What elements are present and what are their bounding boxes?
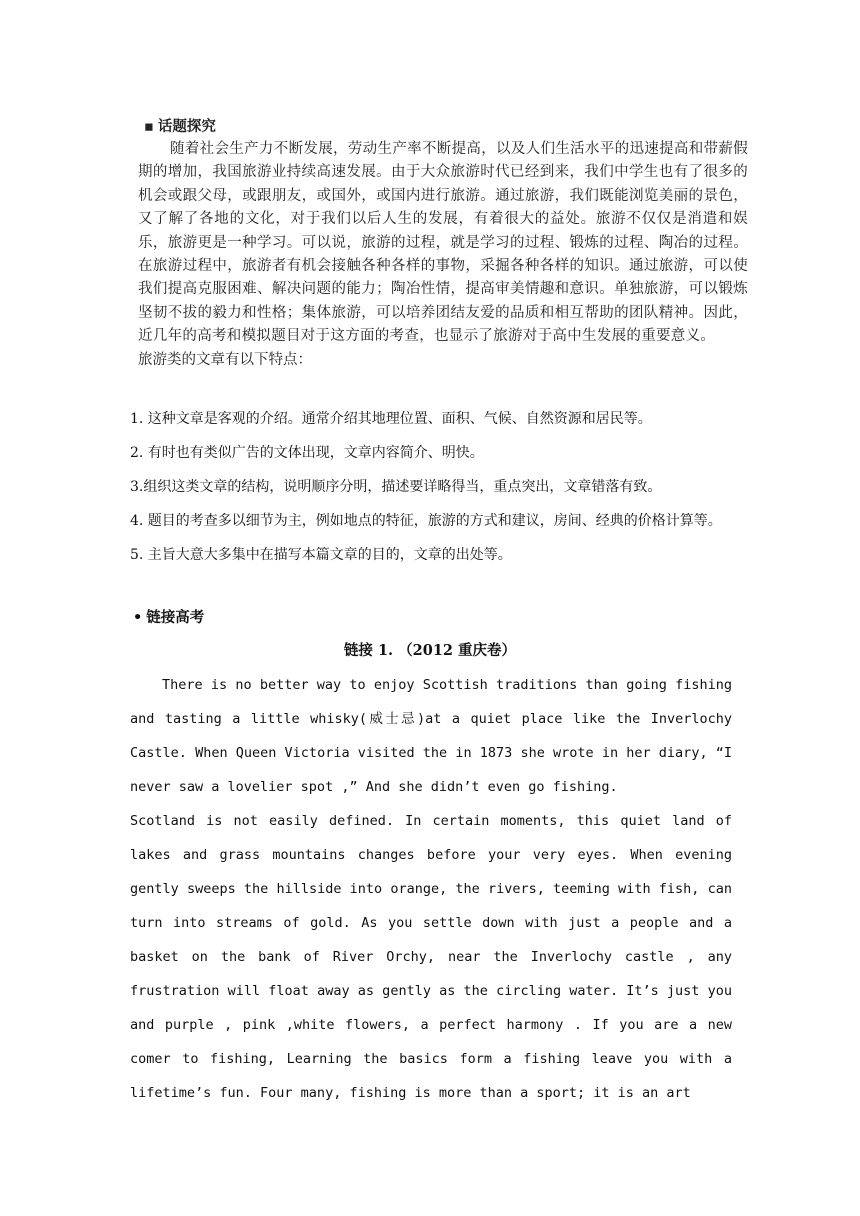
section-heading xyxy=(133,604,204,632)
link-title: 链接 1. （2012 重庆卷） xyxy=(343,642,517,659)
feature-item: 3.组织这类文章的结构，说明顺序分明，描述要详略得当，重点突出，文章错落有致。 xyxy=(130,479,662,495)
feature-item: 5. 主旨大意大多集中在描写本篇文章的目的，文章的出处等。 xyxy=(130,547,512,563)
feature-item: 2. 有时也有类似广告的文体出现，文章内容简介、明快。 xyxy=(130,445,484,461)
topic-intro-block xyxy=(138,116,748,372)
features-intro: 旅游类的文章有以下特点： xyxy=(138,351,312,368)
feature-list xyxy=(130,402,730,572)
topic-paragraph: 随着社会生产力不断发展，劳动生产率不断提高，以及人们生活水平的迅速提高和带薪假期的增加，我国旅游业持续高速发展。由于大众旅游时代已经到来，我们中学生也有了很多的机会或跟父母，或跟朋友，或国外，或国内进行旅游。通过旅游，我们既能浏览美丽的景色，又了解了各地的文化，对于我们以后人生的发展，有着很大的益处。旅游不仅仅是消遣和娱乐，旅游更是一种学习。可以说，旅游的过程，就是学习的过程、锻炼的过程、陶冶的过程。在旅游过程中，旅游者有机会接触各种各样的事物，采掘各种各样的知识。通过旅游，可以使我们提高克服困难、解决问题的能力；陶冶性情，提高审美情趣和意识。单独旅游，可以锻炼坚韧不拔的毅力和性格；集体旅游，可以培养团结友爱的品质和相互帮助的团队精神。因此，近几年的高考和模拟题目对于这方面的考查，也显示了旅游对于高中生发展的重要意义。 xyxy=(138,141,748,345)
feature-item: 1. 这种文章是客观的介绍。通常介绍其地理位置、面积、气候、自然资源和居民等。 xyxy=(130,411,652,427)
section-heading-text: 链接高考 xyxy=(146,610,205,626)
topic-heading-text: 话题探究 xyxy=(157,119,216,135)
passage-paragraph: Scotland is not easily defined. In certain moments, this quiet land of lakes and grass mountains changes before your very eyes. When evening gently sweeps the hillside into orange, the rivers, teeming with fish, can turn into streams of gold. As you settle down with just a people and a basket on the bank of River Orchy, near the Inverlochy castle , any frustration will float away as gently as the circling water. It’s just you and purple , pink ,white flowers, a perfect harmony . If you are a new comer to fishing, Learning the basics form a fishing leave you with a lifetime’s fun. Four many, fishing is more than a sport; it is an art xyxy=(130,813,732,1101)
reading-passage xyxy=(130,668,732,1110)
feature-item: 4. 题目的考查多以细节为主，例如地点的特征，旅游的方式和建议，房间、经典的价格计算等。 xyxy=(130,513,722,529)
bullet-square-icon: ▪ xyxy=(144,119,154,135)
passage-paragraph: There is no better way to enjoy Scottish traditions than going fishing and tasting a little whisky(威士忌)at a quiet place like the Inverlochy Castle. When Queen Victoria visited the in 1873 she wrote in her diary, “I never saw a lovelier spot ,” And she didn’t even go fishing. xyxy=(130,677,732,795)
topic-heading xyxy=(144,116,748,138)
bullet-dot-icon: • xyxy=(133,610,143,626)
